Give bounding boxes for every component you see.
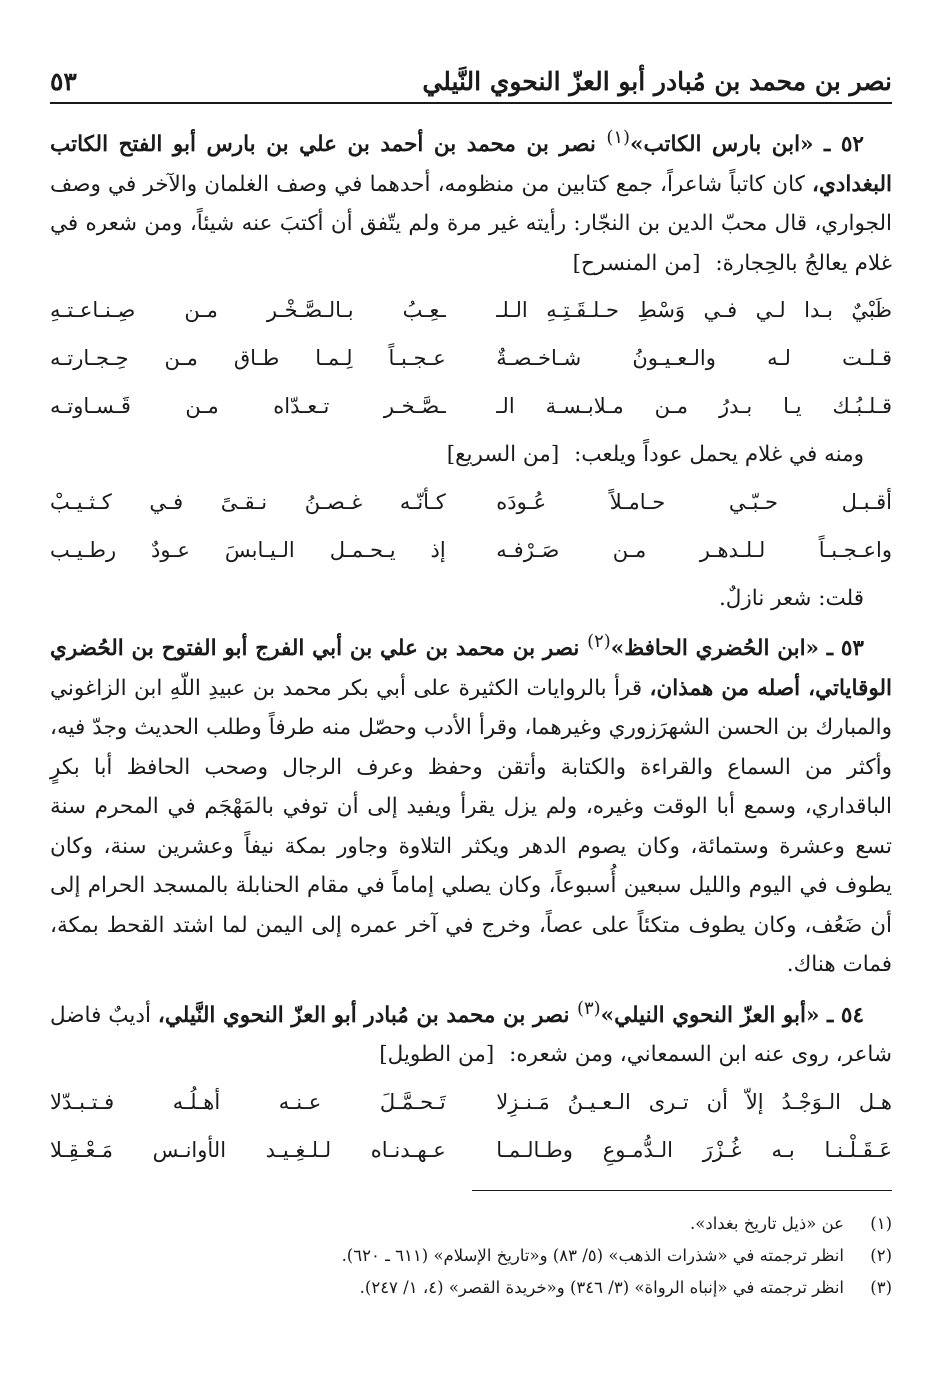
running-title: نصر بن محمد بن مُبادر أبو العزّ النحوي النَّيلي: [422, 67, 892, 96]
footnotes: [50, 1208, 892, 1304]
verse-first-half: أقـبـل حـبّـي حـامـلاً عُـودَه: [496, 489, 892, 514]
entry-52-meter: [من المنسرح]: [572, 250, 701, 276]
verse-first-half: قـلـت لـه والـعـيـونُ شـاخـصـةٌ: [496, 346, 892, 371]
entry-52-intro-2: [50, 435, 892, 475]
footnote-item: [50, 1208, 892, 1240]
entry-52-poem: [50, 287, 892, 431]
entry-53-name: نصر بن محمد بن علي بن أبي الفرج أبو الفتوح بن الحُضري الوقاياتي، أصله من همذان،: [50, 636, 892, 701]
entry-52-lead: ٥٢ ـ «ابن بارس الكاتب»: [630, 132, 864, 158]
entry-52-body: كان كاتباً شاعراً، جمع كتابين من منظومه، أحدهما في وصف الغلمان والآخر في وصف الجواري، قال محبّ الدين بن النجّار: رأيته غير مرة ولم يتّفق أن أكتبَ عنه شيئاً، ومن شعره في غلام يعالجُ بالحِجارة:: [50, 171, 892, 276]
verse-first-half: هـل الـوَجْـدُ إلاّ أن تـرى الـعـيـنُ مَـنـزِلا: [496, 1090, 892, 1115]
footnote-ref-3: (٣): [577, 997, 601, 1019]
footnote-text: انظر ترجمته في «إنباه الرواة» (٣/ ٣٤٦) و«خريدة القصر» (٤، ١/ ٢٤٧).: [359, 1278, 844, 1297]
entry-53-body: قرأ بالروايات الكثيرة على أبي بكر محمد بن عبيدِ اللّهِ ابن الزاغوني والمبارك بن الحسن الشهرَزوري وغيرهما، وقرأ الأدب وحصّل منه طرفاً وطلب الحديث وجدّ فيه، وأكثر من السماع والقراءة والكتابة وأتقن وحفظ وعرف الرجال وصحب الحافظ أبا بكرٍ الباقداري، وسمع أبا الوقت وغيره، ولم يزل يقرأ ويفيد إلى أن توفي بالمَهْجَم في المحرم سنة تسع وعشرة وستمائة، وكان يصوم الدهر ويكثر التلاوة وجاور بمكة نيفاً وعشرين سنة، وكان يطوف في اليوم والليل سبعين أُسبوعاً، وكان يصلي إماماً في مقام الحنابلة بالمسجد الحرام إلى أن ضَعُف، وكان يطوف متكئاً على عصاً، وخرج في آخر عمره إلى اليمن لما اشتد القحط بمكة، فمات هناك.: [50, 675, 892, 978]
entry-53-lead: ٥٣ ـ «ابن الحُضري الحافظ»: [610, 636, 864, 662]
footnote-number: (٢): [870, 1246, 892, 1265]
footnote-number: (١): [870, 1214, 892, 1233]
verse-second-half: إذ يـحـمـل الـيـابسَ عـودٌ رطـيـب: [50, 537, 446, 562]
verse-line: [50, 287, 892, 335]
verse-second-half: كـأنّـه غـصـنُ نـقـىً فـي كـثـيـبْ: [50, 489, 446, 514]
page-body: [50, 118, 892, 1179]
verse-second-half: ـعِـبُ بـالـصَّـخْـر مـن صِـنـاعـتـهِ: [50, 298, 446, 323]
entry-52: [50, 118, 892, 283]
verse-first-half: قـلـبُـك يـا بـدرُ مـن مـلابـسـة الـ: [496, 394, 892, 419]
footnote-text: انظر ترجمته في «شذرات الذهب» (٥/ ٨٣) و«تاريخ الإسلام» (٦١١ ـ ٦٢٠).: [341, 1246, 844, 1265]
verse-line: [50, 1127, 892, 1175]
entry-54-meter: [من الطويل]: [379, 1042, 495, 1068]
verse-second-half: عـجـبـاً لِـمـا طـاق مـن حِـجـارتـه: [50, 346, 446, 371]
entry-54-body: أديبٌ فاضل شاعر، روى عنه ابن السمعاني، ومن شعره:: [50, 1002, 892, 1068]
footnote-number: (٣): [870, 1278, 892, 1297]
verse-line: [50, 383, 892, 431]
footnote-item: [50, 1240, 892, 1272]
verse-first-half: ظَبْيٌ بـدا لـي فـي وَسْطِ حـلـقَـتِـهِ الـلـ: [496, 298, 892, 323]
book-page: [50, 0, 892, 1375]
entry-53: [50, 622, 892, 985]
verse-first-half: واعـجـبـاً لـلـدهـر مـن صَـرْفـه: [496, 537, 892, 562]
verse-line: [50, 527, 892, 575]
page-number: ٥٣: [50, 67, 77, 96]
entry-54-poem: [50, 1079, 892, 1175]
page-header: [50, 52, 892, 104]
verse-line: [50, 335, 892, 383]
footnote-ref-1: (١): [606, 127, 630, 148]
entry-52-intro-2-text: ومنه في غلام يحمل عوداً ويلعب:: [574, 442, 864, 468]
footnote-text: عن «ذيل تاريخ بغداد».: [690, 1214, 844, 1233]
footnote-item: [50, 1272, 892, 1304]
entry-52-meter-2: [من السريع]: [446, 442, 560, 468]
verse-second-half: ـصَّـخـر تـعـدّاه مـن قَـسـاوتـه: [50, 394, 446, 419]
entry-54-lead: ٥٤ ـ «أبو العزّ النحوي النيلي»: [600, 1002, 864, 1028]
entry-54-name: نصر بن محمد بن مُبادر أبو العزّ النحوي النَّيلي،: [157, 1002, 578, 1028]
verse-line: [50, 479, 892, 527]
verse-line: [50, 1079, 892, 1127]
verse-first-half: عَـقَـلْـنـا بـه غُـزْرَ الـدُّمـوعِ وطـالـمـا: [496, 1138, 892, 1163]
verse-second-half: تَـحـمَّـلَ عـنـه أهـلُـه فـتـبـدّلا: [50, 1090, 446, 1115]
footnote-ref-2: (٢): [587, 631, 611, 653]
entry-52-poem-2: [50, 479, 892, 575]
entry-54: [50, 989, 892, 1075]
entry-52-comment: قلت: شعر نازلٌ.: [718, 585, 864, 611]
footnote-separator: [472, 1190, 892, 1191]
verse-second-half: عـهـدنـاه لـلـغِـيـد الأوانـس مَـعْـقِـلا: [50, 1138, 446, 1163]
entry-52-name: نصر بن محمد بن أحمد بن علي بن بارس أبو الفتح الكاتب البغدادي،: [50, 132, 892, 197]
